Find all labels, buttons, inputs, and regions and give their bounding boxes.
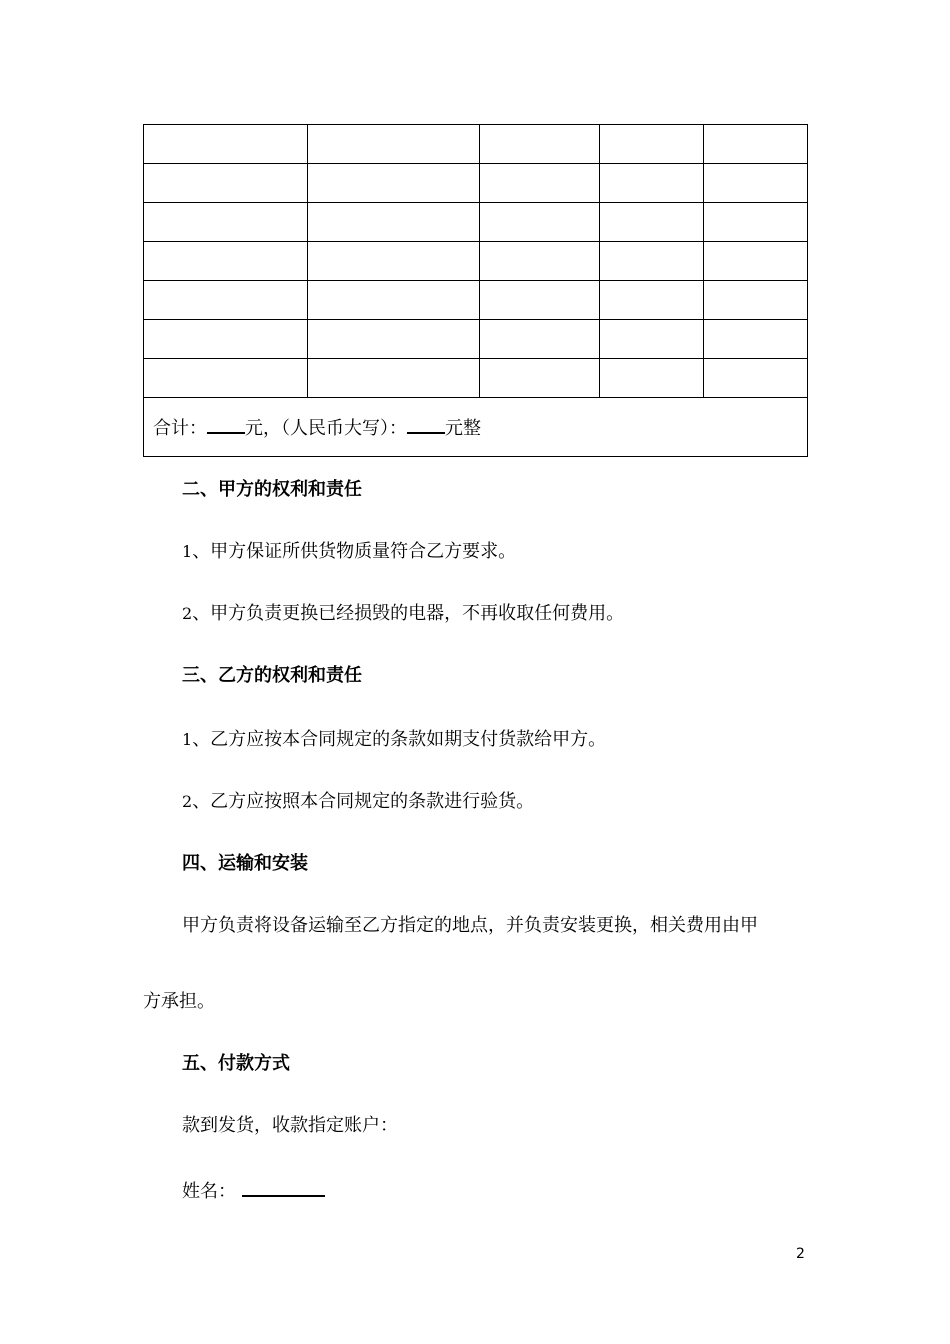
table-cell [600, 320, 704, 359]
section5-heading: 五、付款方式 [182, 1053, 290, 1074]
table-cell [308, 125, 480, 164]
item-text: 、甲方保证所供货物质量符合乙方要求。 [192, 541, 517, 562]
table-cell [480, 359, 600, 398]
table-row [144, 125, 808, 164]
total-unit: 元， [245, 418, 281, 439]
total-suffix: 元整 [445, 418, 481, 439]
table-cell [704, 242, 808, 281]
table-cell [480, 242, 600, 281]
section4-heading: 四、运输和安装 [182, 853, 308, 874]
table-cell [144, 242, 308, 281]
table-row [144, 242, 808, 281]
table-cell [144, 281, 308, 320]
total-label: 合计： [153, 418, 207, 439]
section2-item-1 [182, 540, 516, 564]
table-cell [600, 242, 704, 281]
section4-paragraph-line2: 方承担。 [143, 991, 215, 1012]
total-uppercase-blank [407, 418, 445, 434]
goods-table [143, 124, 808, 457]
table-cell [704, 125, 808, 164]
item-text: 、乙方应按照本合同规定的条款进行验货。 [192, 791, 535, 812]
table-row [144, 164, 808, 203]
table-row [144, 203, 808, 242]
table-cell [704, 203, 808, 242]
table-row [144, 359, 808, 398]
item-number: 1 [182, 730, 193, 749]
item-text: 、乙方应按本合同规定的条款如期支付货款给甲方。 [192, 729, 607, 750]
table-cell [480, 164, 600, 203]
table-cell [704, 320, 808, 359]
section5-intro: 款到发货，收款指定账户： [182, 1115, 398, 1136]
section3-item-1 [182, 728, 606, 752]
table-cell [704, 359, 808, 398]
table-cell [308, 320, 480, 359]
table-cell [144, 203, 308, 242]
table-cell [704, 164, 808, 203]
total-amount-blank [207, 418, 245, 434]
table-cell [600, 203, 704, 242]
table-cell [308, 281, 480, 320]
section4-paragraph-line1: 甲方负责将设备运输至乙方指定的地点，并负责安装更换，相关费用由甲 [182, 915, 758, 936]
table-cell [144, 125, 308, 164]
table-row [144, 281, 808, 320]
item-number: 1 [182, 542, 193, 561]
table-cell [144, 164, 308, 203]
table-cell [480, 281, 600, 320]
name-label: 姓名： [182, 1181, 236, 1202]
table-cell [600, 164, 704, 203]
total-row [144, 398, 808, 457]
section3-item-2 [182, 790, 534, 814]
table-cell [600, 125, 704, 164]
section2-item-2 [182, 602, 624, 626]
item-text: 、甲方负责更换已经损毁的电器，不再收取任何费用。 [192, 603, 625, 624]
table-cell [600, 281, 704, 320]
item-number: 2 [182, 604, 193, 623]
name-field [182, 1177, 325, 1204]
table-cell [480, 203, 600, 242]
page-number: 2 [796, 1246, 805, 1262]
table-cell [308, 359, 480, 398]
total-uppercase-label: （人民币大写）： [281, 418, 407, 439]
table-cell [144, 320, 308, 359]
table-cell [308, 164, 480, 203]
table-cell [480, 320, 600, 359]
section2-heading: 二、甲方的权利和责任 [182, 479, 362, 500]
table-row [144, 320, 808, 359]
table-cell [144, 359, 308, 398]
table-cell [704, 281, 808, 320]
item-number: 2 [182, 792, 193, 811]
table-cell [308, 203, 480, 242]
section3-heading: 三、乙方的权利和责任 [182, 665, 362, 686]
table-cell [600, 359, 704, 398]
total-cell [144, 398, 808, 457]
name-blank-line [242, 1177, 325, 1197]
table-cell [308, 242, 480, 281]
table-cell [480, 125, 600, 164]
